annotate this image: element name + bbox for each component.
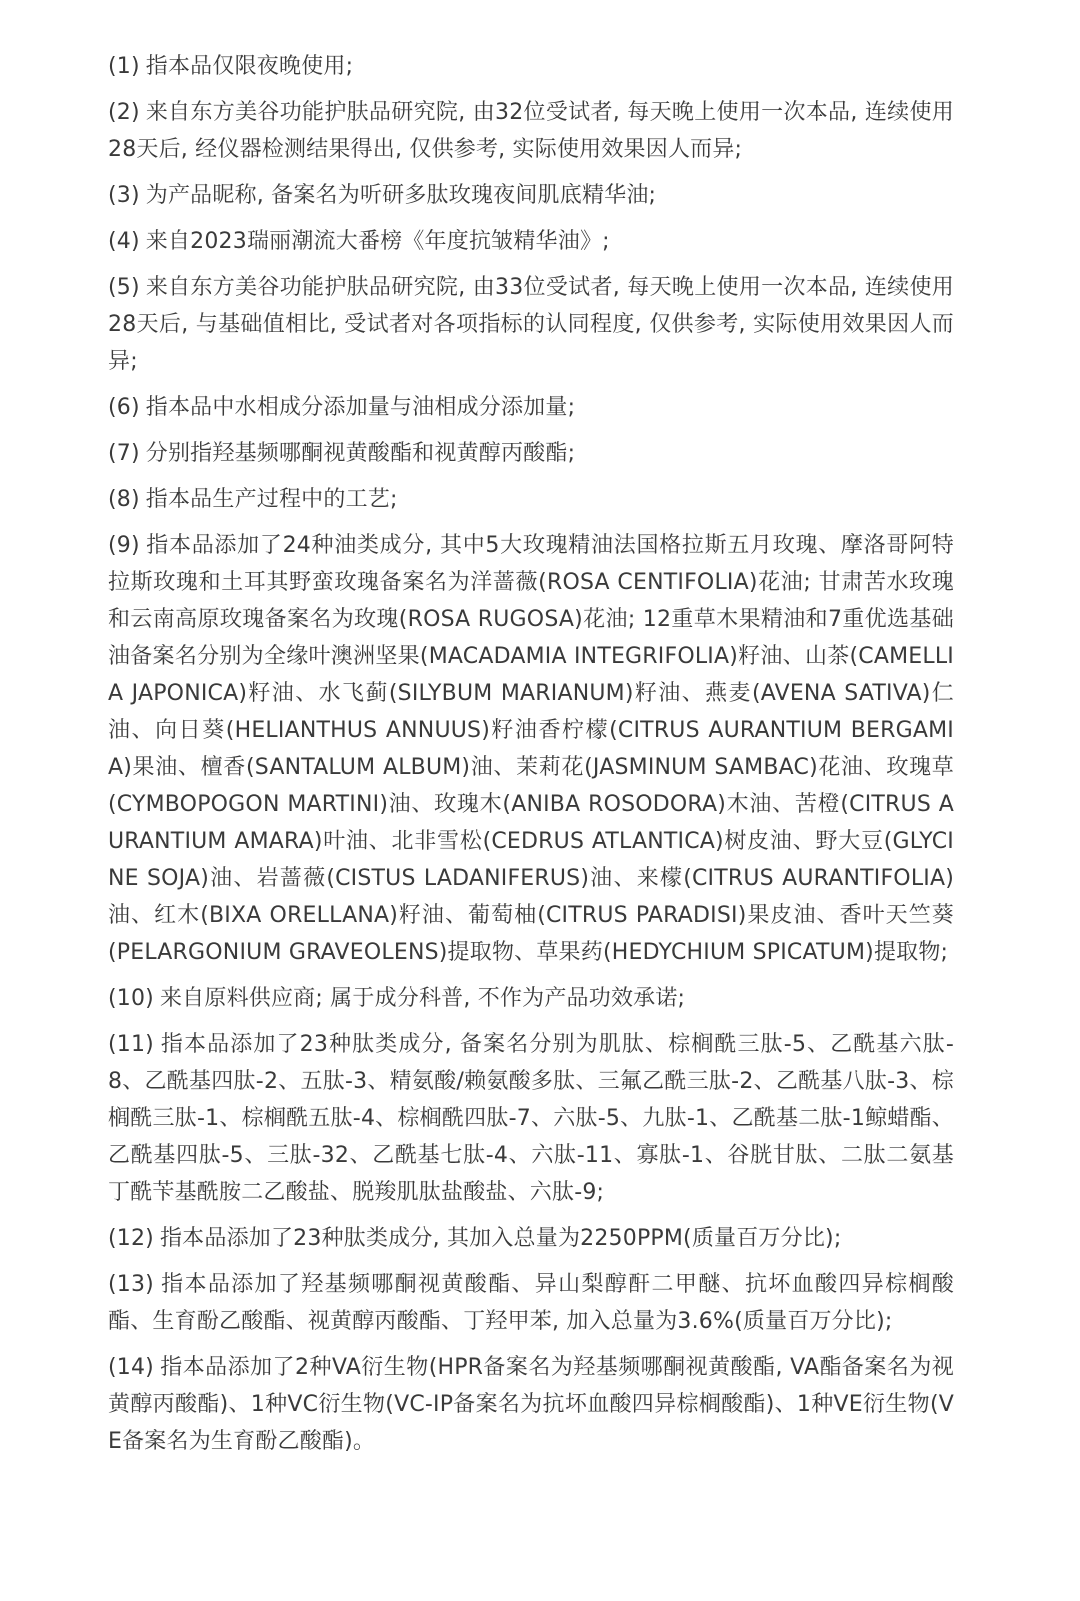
footnote-4 — [108, 223, 954, 260]
footnote-number: (4) — [108, 229, 140, 254]
footnote-number: (2) — [108, 100, 140, 125]
footnote-6 — [108, 389, 954, 426]
footnote-number: (5) — [108, 275, 140, 300]
footnote-text: 为产品昵称, 备案名为听研多肽玫瑰夜间肌底精华油; — [145, 183, 657, 208]
footnote-list — [108, 48, 954, 1469]
footnote-text: 指本品中水相成分添加量与油相成分添加量; — [145, 395, 576, 420]
footnote-1 — [108, 48, 954, 85]
footnote-2 — [108, 94, 954, 168]
footnote-number: (11) — [108, 1032, 154, 1057]
footnote-number: (3) — [108, 183, 140, 208]
footnote-3 — [108, 177, 954, 214]
footnote-text: 指本品添加了2种VA衍生物(HPR备案名为羟基频哪酮视黄酸酯, VA酯备案名为视黄醇丙酸酯)、1种VC衍生物(VC-IP备案名为抗坏血酸四异棕榈酸酯)、1种VE衍生物(VE备案名为生育酚乙酸酯)。 — [108, 1355, 954, 1454]
footnote-number: (12) — [108, 1226, 154, 1251]
footnote-10 — [108, 980, 954, 1017]
footnote-number: (6) — [108, 395, 140, 420]
footnote-text: 指本品添加了23种肽类成分, 备案名分别为肌肽、棕榈酰三肽-5、乙酰基六肽-8、乙酰基四肽-2、五肽-3、精氨酸/赖氨酸多肽、三氟乙酰三肽-2、乙酰基八肽-3、棕榈酰三肽-1、棕榈酰五肽-4、棕榈酰四肽-7、六肽-5、九肽-1、乙酰基二肽-1鲸蜡酯、乙酰基四肽-5、三肽-32、乙酰基七肽-4、六肽-11、寡肽-1、谷胱甘肽、二肽二氨基丁酰苄基酰胺二乙酸盐、脱羧肌肽盐酸盐、六肽-9; — [108, 1032, 954, 1205]
footnote-text: 指本品仅限夜晚使用; — [145, 54, 354, 79]
footnote-9 — [108, 527, 954, 971]
footnote-8 — [108, 481, 954, 518]
footnote-text: 来自2023瑞丽潮流大番榜《年度抗皱精华油》; — [145, 229, 610, 254]
footnote-5 — [108, 269, 954, 380]
footnote-text: 分别指羟基频哪酮视黄酸酯和视黄醇丙酸酯; — [145, 441, 576, 466]
footnote-text: 指本品添加了23种肽类成分, 其加入总量为2250PPM(质量百万分比); — [159, 1226, 842, 1251]
footnote-number: (9) — [108, 533, 140, 558]
footnote-text: 来自原料供应商; 属于成分科普, 不作为产品功效承诺; — [159, 986, 686, 1011]
footnote-number: (1) — [108, 54, 140, 79]
footnote-13 — [108, 1266, 954, 1340]
footnote-text: 指本品添加了24种油类成分, 其中5大玫瑰精油法国格拉斯五月玫瑰、摩洛哥阿特拉斯玫瑰和土耳其野蛮玫瑰备案名为洋蔷薇(ROSA CENTIFOLIA)花油; 甘肃苦水玫瑰和云南高原玫瑰备案名为玫瑰(ROSA RUGOSA)花油; 12重草木果精油和7重优选基础油备案名分别为全缘叶澳洲坚果(MACADAMIA INTEGRIFOLIA)籽油、山茶(CAMELLIA JAPONICA)籽油、水飞蓟(SILYBUM MARIANUM)籽油、燕麦(AVENA SATIVA)仁油、向日葵(HELIANTHUS ANNUUS)籽油香柠檬(CITRUS AURANTIUM BERGAMIA)果油、檀香(SANTALUM ALBUM)油、茉莉花(JASMINUM SAMBAC)花油、玫瑰草(CYMBOPOGON MARTINI)油、玫瑰木(ANIBA ROSODORA)木油、苦橙(CITRUS AURANTIUM AMARA)叶油、北非雪松(CEDRUS ATLANTICA)树皮油、野大豆(GLYCINE SOJA)油、岩蔷薇(CISTUS LADANIFERUS)油、来檬(CITRUS AURANTIFOLIA)油、红木(BIXA ORELLANA)籽油、葡萄柚(CITRUS PARADISI)果皮油、香叶天竺葵(PELARGONIUM GRAVEOLENS)提取物、草果药(HEDYCHIUM SPICATUM)提取物; — [108, 533, 954, 965]
footnote-text: 来自东方美谷功能护肤品研究院, 由32位受试者, 每天晚上使用一次本品, 连续使用28天后, 经仪器检测结果得出, 仅供参考, 实际使用效果因人而异; — [108, 100, 954, 162]
footnote-number: (13) — [108, 1272, 154, 1297]
footnote-text: 指本品生产过程中的工艺; — [145, 487, 398, 512]
footnote-12 — [108, 1220, 954, 1257]
footnote-text: 指本品添加了羟基频哪酮视黄酸酯、异山梨醇酐二甲醚、抗坏血酸四异棕榈酸酯、生育酚乙酸酯、视黄醇丙酸酯、丁羟甲苯, 加入总量为3.6%(质量百万分比); — [108, 1272, 954, 1334]
footnote-11 — [108, 1026, 954, 1211]
footnote-number: (14) — [108, 1355, 154, 1380]
footnote-text: 来自东方美谷功能护肤品研究院, 由33位受试者, 每天晚上使用一次本品, 连续使用28天后, 与基础值相比, 受试者对各项指标的认同程度, 仅供参考, 实际使用效果因人而异; — [108, 275, 954, 374]
footnote-number: (8) — [108, 487, 140, 512]
footnote-7 — [108, 435, 954, 472]
footnote-number: (10) — [108, 986, 154, 1011]
footnote-number: (7) — [108, 441, 140, 466]
footnote-14 — [108, 1349, 954, 1460]
